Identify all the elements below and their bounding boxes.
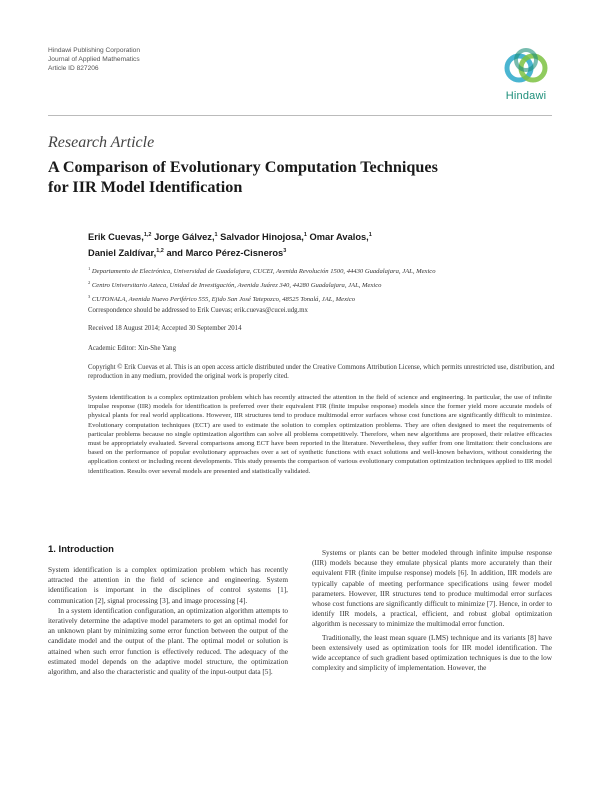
publisher-name: Hindawi Publishing Corporation — [48, 47, 140, 54]
paragraph: Traditionally, the least mean square (LMS) technique and its variants [8] have been extensively used as optimization tools for IIR model identification. The wide acceptance of such gradient based optimization techniques is due to the low complexity and simplicity of implementation. However, the — [312, 632, 552, 673]
author-affil-mark: 1 — [214, 232, 218, 238]
author-name: Jorge Gálvez, — [151, 232, 215, 243]
affiliation-item — [88, 278, 558, 290]
column-right — [312, 548, 552, 673]
author-line-1 — [88, 228, 528, 244]
author-affil-mark: 1 — [303, 232, 307, 238]
author-name: Daniel Zaldívar, — [88, 248, 157, 259]
hindawi-logo — [497, 46, 555, 106]
journal-name: Journal of Applied Mathematics — [48, 56, 140, 64]
affiliation-item — [88, 264, 558, 276]
paper-title — [48, 157, 548, 197]
correspondence: Correspondence should be addressed to Erik Cuevas; erik.cuevas@cucei.udg.mx — [88, 307, 308, 314]
author-name: and Marco Pérez-Cisneros — [163, 248, 284, 259]
affiliation-mark: 3 — [88, 294, 91, 300]
affiliation-text: Centro Universitario Azteca, Unidad de Investigación, Avenida Juárez 340, 44280 Guadalajara, JAL, Mexico — [91, 282, 382, 290]
copyright-notice: Copyright © Erik Cuevas et al. This is an open access article distributed under the Creative Commons Attribution License, which permits unrestricted use, distribution, and reproduction in any medium, provided the original work is properly cited. — [88, 364, 555, 381]
article-type: Research Article — [48, 134, 155, 151]
affiliation-text: CUTONALA, Avenida Nuevo Periférico 555, Ejido San José Tatepozco, 48525 Tonalá, JAL, Mexico — [91, 296, 356, 304]
logo-wordmark: Hindawi — [505, 90, 547, 102]
paragraph: In a system identification configuration, an optimization algorithm attempts to iteratively determine the adaptive model parameters to get an optimal model for an unknown plant by minimizing some error function between the output of the candidate model and the output of the plant. The optimal model or solution is attained when such error function is effectively reduced. The adequacy of the estimated model depends on the adaptive model structure, the optimization algorithm, and also the characteristic and quality of the input-output data [5]. — [48, 605, 288, 677]
author-name: Salvador Hinojosa, — [217, 232, 304, 243]
hindawi-logo-icon — [497, 46, 555, 90]
section-heading: 1. Introduction — [48, 544, 114, 555]
affiliation-item — [88, 292, 558, 304]
paragraph: System identification is a complex optimization problem which has recently attracted the attention in the field of science and engineering. System identification is important in the disciplines of control systems [1], communication [2], signal processing [3], and image processing [4]. — [48, 565, 288, 605]
author-affil-mark: 1,2 — [143, 232, 152, 238]
author-affil-mark: 3 — [283, 248, 287, 255]
title-line-1: A Comparison of Evolutionary Computation Techniques — [48, 158, 438, 176]
publisher-info — [48, 46, 140, 74]
affiliation-list — [88, 264, 558, 305]
title-line-2: for IIR Model Identification — [48, 178, 243, 196]
affiliation-mark: 2 — [88, 280, 91, 286]
author-name: Omar Avalos, — [306, 232, 369, 243]
author-line-2 — [88, 244, 528, 260]
affiliation-text: Departamento de Electrónica, Universidad de Guadalajara, CUCEI, Avenida Revolución 1500, 44430 Guadalajara, JAL, Mexico — [91, 268, 436, 276]
dates: Received 18 August 2014; Accepted 30 September 2014 — [88, 325, 242, 332]
header-divider — [48, 115, 552, 116]
article-id: Article ID 827206 — [48, 65, 99, 73]
paragraph: Systems or plants can be better modeled through infinite impulse response (IIR) models because they emulate physical plants more accurately than their equivalent FIR (finite impulse response) models [6]. In addition, IIR models are typically capable of meeting performance specifications using fewer model parameters. However, IIR structures tend to produce multimodal error surfaces whose cost functions are significantly difficult to minimize [7]. Hence, in order to identify IIR models, a practical, efficient, and robust global optimization algorithm is necessary to minimize the multimodal error function. — [312, 548, 552, 629]
author-affil-mark: 1 — [368, 232, 372, 238]
author-affil-mark: 1,2 — [156, 248, 164, 255]
author-name: Erik Cuevas, — [88, 232, 144, 243]
column-left — [48, 544, 288, 677]
academic-editor: Academic Editor: Xin-She Yang — [88, 345, 176, 352]
abstract: System identification is a complex optimization problem which has recently attracted the attention in the field of science and engineering. In particular, the use of infinite impulse response (IIR) models for identification is preferred over their equivalent FIR (finite impulse response) models since the former yield more accurate models of physical plants for real world applications. However, IIR structures tend to produce multimodal error surfaces whose cost functions are significantly difficult to minimize. Evolutionary computation techniques (ECT) are used to estimate the solution to complex optimization problems. They are often designed to meet the requirements of particular problems because no single optimization algorithm can solve all problems competitively. Therefore, when new algorithms are proposed, their relative efficacies must be appropriately evaluated. Several comparisons among ECT have been reported in the literature. Nevertheless, they suffer from one limitation: their conclusions are based on the performance of popular evolutionary approaches over a set of synthetic functions with exact solutions and well-known behaviors, without considering the application context or including recent developments. This study presents the comparison of various evolutionary computation optimization techniques applied to IIR model identification. Results over several models are presented and statistically validated. — [88, 394, 552, 475]
affiliation-mark: 1 — [88, 266, 91, 271]
author-list — [88, 228, 528, 260]
